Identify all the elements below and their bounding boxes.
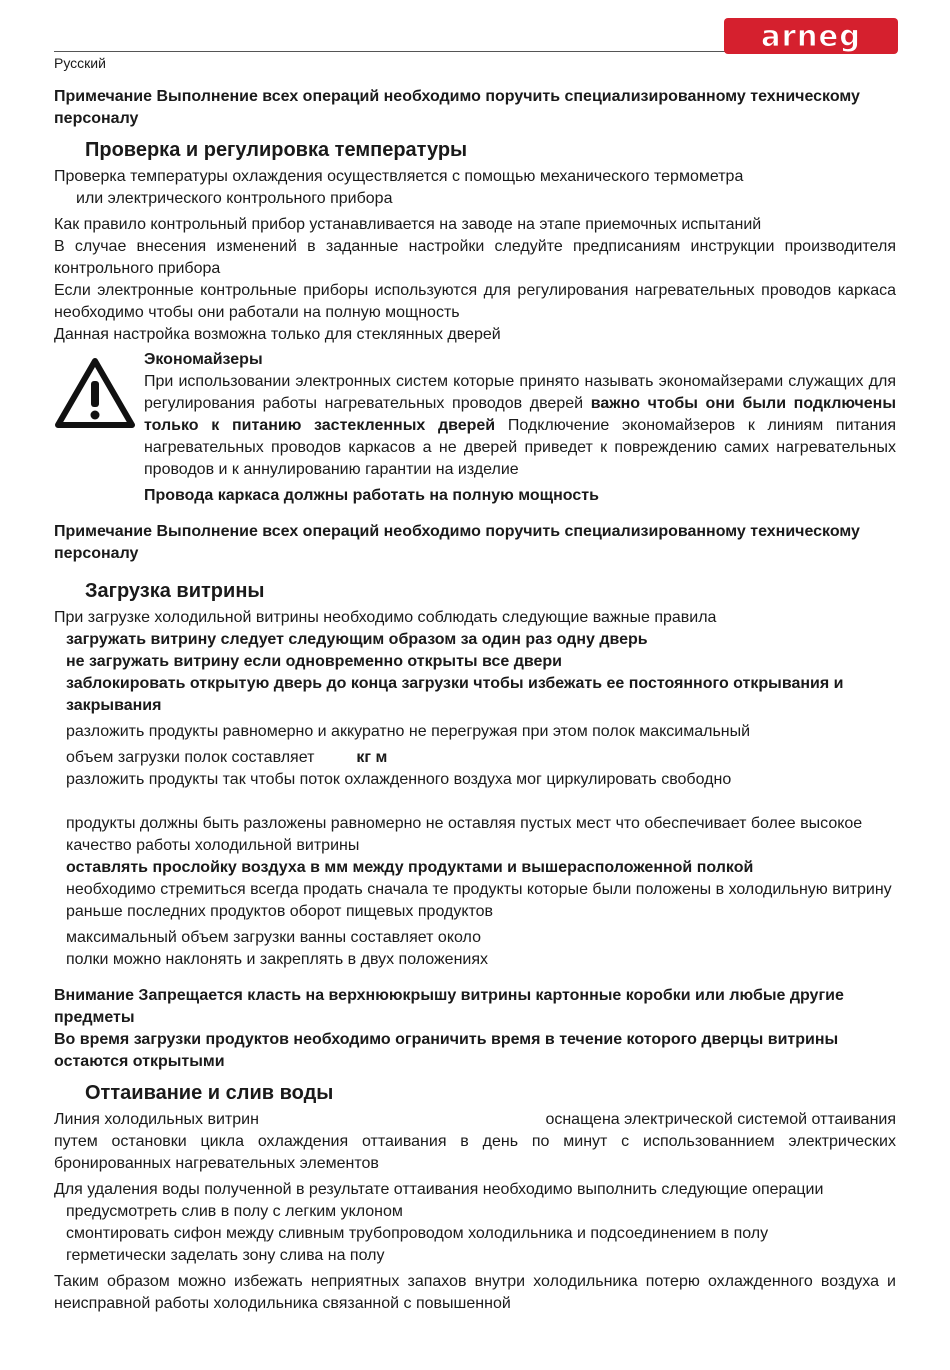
warning-bold-line: Провода каркаса должны работать на полную мощность (144, 487, 599, 504)
list-item: объем загрузки полок составляет кг м (66, 749, 388, 766)
list-item: загружать витрину следует следующим образом за один раз одну дверь (66, 631, 648, 648)
attention-note-2: Во время загрузки продуктов необходимо ограничить время в течение которого дверцы витрины остаются открытыми (54, 1031, 839, 1070)
arneg-logo (724, 18, 898, 54)
attention-note: Внимание Запрещается класть на верхнююкрышу витрины картонные коробки или любые другие предметы (54, 987, 844, 1026)
list-item: оставлять прослойку воздуха в мм между продуктами и вышерасположенной полкой (66, 859, 754, 876)
list-item: полки можно наклонять и закреплять в двух положениях (66, 951, 489, 968)
paragraph: В случае внесения изменений в заданные настройки следуйте предписаниям инструкции производителя контрольного прибора (54, 238, 896, 277)
paragraph: Данная настройка возможна только для стеклянных дверей (54, 326, 501, 343)
paragraph: Проверка температуры охлаждения осуществляется с помощью механического термометра (54, 168, 744, 185)
brand-name: arneg (761, 19, 861, 53)
list-item: не загружать витрину если одновременно открыты все двери (66, 653, 562, 670)
warning-block (54, 349, 896, 507)
section-title-loading: Загрузка витрины (85, 580, 265, 602)
warning-emphasis: важно чтобы они были подключены только к питанию застекленных дверей (144, 395, 896, 434)
note-middle: Примечание Выполнение всех операций необходимо поручить специализированному техническому персоналу (54, 523, 860, 562)
note-top: Примечание Выполнение всех операций необходимо поручить специализированному техническому персоналу (54, 88, 860, 127)
warning-text: При использовании электронных систем которые принято называть экономайзерами служащих для регулирования работы нагревательных проводов дверей важно чтобы они были подключены только к питанию застекленных дверей Подключение экономайзеров к линиям питания нагревательных проводов каркасов а не дверей приведет к повреждению самих нагревательных проводов и к аннулированию гарантии на изделие (144, 373, 896, 478)
paragraph: Таким образом можно избежать неприятных запахов внутри холодильника потерю охлажденного воздуха и неисправной работы холодильника связанной с повышенной (54, 1273, 896, 1312)
list-item: герметически заделать зону слива на полу (66, 1247, 385, 1264)
paragraph: путем остановки цикла охлаждения оттаивания в день по минут с использованнием электрических бронированных нагревательных элементов (54, 1133, 896, 1172)
paragraph: При загрузке холодильной витрины необходимо соблюдать следующие важные правила (54, 609, 717, 626)
list-item: максимальный объем загрузки ванны составляет около (66, 929, 481, 946)
warning-triangle-icon (54, 349, 144, 507)
list-item: предусмотреть слив в полу с легким уклоном (66, 1203, 403, 1220)
list-item: необходимо стремиться всегда продать сначала те продукты которые были положены в холодильную витрину раньше последних продуктов оборот пищевых продуктов (66, 881, 892, 920)
header-rule (54, 51, 726, 52)
paragraph: или электрического контрольного прибора (76, 190, 393, 207)
paragraph: Для удаления воды полученной в результате оттаивания необходимо выполнить следующие операции (54, 1181, 824, 1198)
paragraph: Если электронные контрольные приборы используются для регулирования нагревательных проводов каркаса необходимо чтобы они работали на полную мощность (54, 282, 896, 321)
warning-title: Экономайзеры (144, 351, 263, 368)
language-label: Русский (54, 55, 106, 71)
section-title-temperature: Проверка и регулировка температуры (85, 139, 468, 161)
section-title-defrost: Оттаивание и слив воды (85, 1082, 334, 1104)
document-body (54, 86, 896, 1315)
list-item: заблокировать открытую дверь до конца загрузки чтобы избежать ее постоянного открывания и закрывания (66, 675, 844, 714)
list-item: смонтировать сифон между сливным трубопроводом холодильника и подсоединением в полу (66, 1225, 769, 1242)
list-item: разложить продукты так чтобы поток охлажденного воздуха мог циркулировать свободно (66, 771, 732, 788)
paragraph-line: Линия холодильных витрин оснащена электрической системой оттаивания (54, 1111, 896, 1128)
list-item: разложить продукты равномерно и аккуратно не перегружая при этом полок максимальный (66, 723, 751, 740)
list-item: продукты должны быть разложены равномерно не оставляя пустых мест что обеспечивает более высокое качество работы холодильной витрины (66, 815, 863, 854)
paragraph: Как правило контрольный прибор устанавливается на заводе на этапе приемочных испытаний (54, 216, 762, 233)
